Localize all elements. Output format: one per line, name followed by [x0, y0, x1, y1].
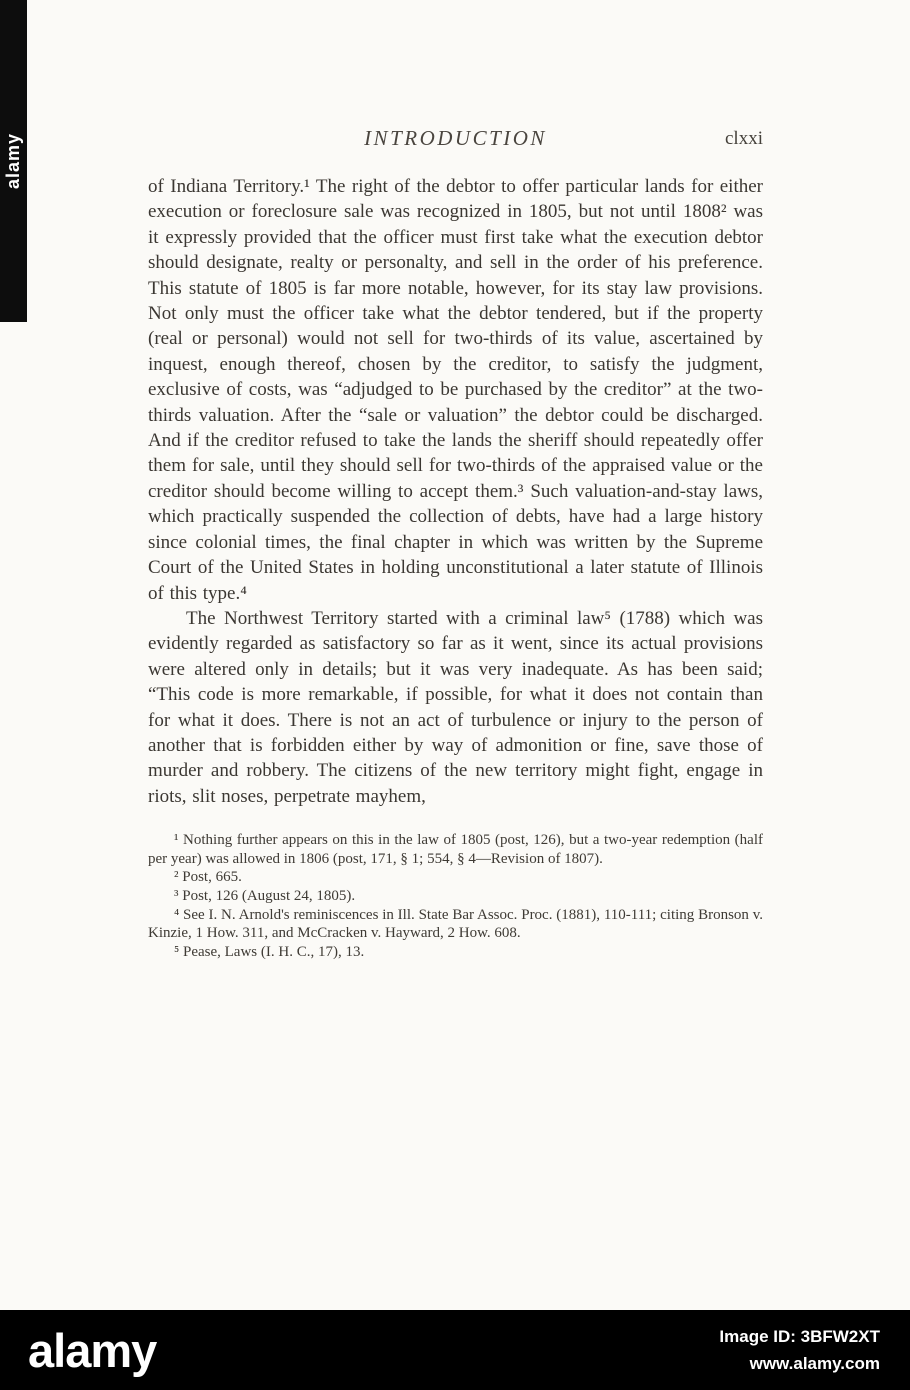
image-id-label: Image ID: 3BFW2XT [719, 1326, 880, 1346]
alamy-logo-vertical: alamy [3, 132, 23, 190]
watermark-info [719, 1327, 880, 1374]
footnote: ⁵ Pease, Laws (I. H. C., 17), 13. [174, 943, 365, 960]
alamy-side-watermark [0, 0, 27, 322]
body-paragraph: of Indiana Territory.¹ The right of the debtor to offer particular lands for either execution or foreclosure sale was recognized in 1805, but not until 1808² was it expressly provided that the officer must first take what the execution debtor should designate, realty or personalty, and sell in the order of his preference. This statute of 1805 is far more notable, however, for its stay law provisions. Not only must the officer take what the debtor tendered, but if the property (real or personal) would not sell for two-thirds of its value, ascertained by inquest, enough thereof, chosen by the creditor, to satisfy the judgment, exclusive of costs, was “adjudged to be purchased by the creditor” at the two-thirds valuation. After the “sale or valuation” the debtor could be discharged. And if the creditor refused to take the lands the sheriff should repeatedly offer them for sale, until they should sell for two-thirds of the appraised value or the creditor should become willing to accept them.³ Such valuation-and-stay laws, which practically suspended the collection of debts, have had a large history since colonial times, the final chapter in which was written by the Supreme Court of the United States in holding unconstitutional a later statute of Illinois of this type.⁴ [148, 176, 763, 604]
alamy-url: www.alamy.com [749, 1353, 880, 1373]
footnote: ¹ Nothing further appears on this in the law of 1805 (post, 126), but a two-year redemption (half per year) was allowed in 1806 (post, 171, § 1; 554, § 4—Revision of 1807). [148, 832, 763, 867]
page-number: clxxi [725, 128, 763, 149]
page-title: INTRODUCTION [364, 126, 547, 150]
footnote: ³ Post, 126 (August 24, 1805). [174, 887, 356, 904]
footnote: ⁴ See I. N. Arnold's reminiscences in Ill. State Bar Assoc. Proc. (1881), 110-111; citing Bronson v. Kinzie, 1 How. 311, and McCracken v. Hayward, 2 How. 608. [148, 906, 763, 942]
page-header [148, 126, 763, 160]
footnotes-block [148, 831, 763, 961]
page-content [148, 126, 763, 961]
body-text [148, 174, 763, 809]
footnote: ² Post, 665. [174, 869, 242, 886]
body-paragraph: The Northwest Territory started with a criminal law⁵ (1788) which was evidently regarded as satisfactory so far as it went, since its actual provisions were altered only in details; but it was very inadequate. As has been said; “This code is more remarkable, if possible, for what it does not contain than for what it does. There is not an act of turbulence or injury to the person of another that is forbidden either by way of admonition or fine, save those of murder and robbery. The citizens of the new territory might fight, engage in riots, slit noses, perpetrate mayhem, [148, 607, 763, 807]
alamy-watermark-bar [0, 1310, 910, 1390]
alamy-logo: alamy [28, 1323, 157, 1377]
